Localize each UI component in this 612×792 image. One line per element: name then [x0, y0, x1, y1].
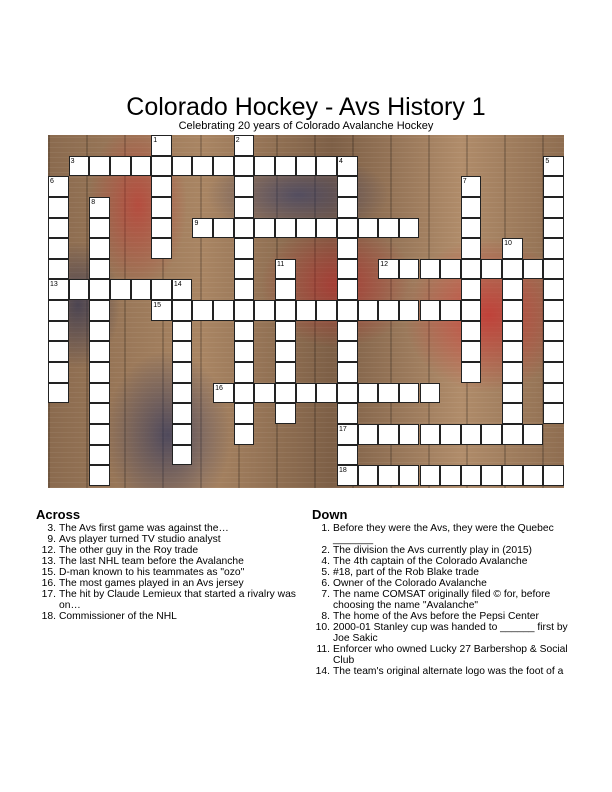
clue-label-number: 8. [321, 611, 330, 622]
clue-label-number: 17. [41, 589, 56, 600]
grid-cell[interactable] [316, 300, 337, 321]
across-clue [38, 556, 300, 567]
grid-cell[interactable] [234, 424, 255, 445]
grid-cell[interactable] [543, 279, 564, 300]
grid-cell[interactable] [399, 383, 420, 404]
grid-cell[interactable] [461, 197, 482, 218]
grid-cell[interactable] [89, 445, 110, 466]
grid-cell[interactable] [523, 424, 544, 445]
grid-cell[interactable] [337, 341, 358, 362]
grid-cell[interactable] [337, 403, 358, 424]
grid-cell[interactable] [399, 300, 420, 321]
down-clue-list [312, 523, 577, 677]
grid-cell[interactable] [502, 424, 523, 445]
clue-label-number: 2. [321, 545, 330, 556]
grid-cell[interactable] [89, 403, 110, 424]
grid-cell[interactable] [110, 279, 131, 300]
grid-cell[interactable] [275, 403, 296, 424]
clue-number: 7 [462, 178, 467, 186]
clue-label-number: 1. [321, 523, 330, 534]
clue-number: 14 [173, 281, 182, 289]
grid-cell[interactable] [337, 176, 358, 197]
grid-cell[interactable] [378, 300, 399, 321]
grid-cell[interactable] [502, 341, 523, 362]
clue-label-number: 9. [47, 534, 56, 545]
down-clue [312, 567, 577, 578]
grid-cell[interactable] [543, 300, 564, 321]
grid-cell[interactable] [89, 218, 110, 239]
down-clue [312, 622, 577, 644]
clue-number: 11 [277, 260, 285, 268]
down-clue [312, 545, 577, 556]
grid-cell[interactable] [523, 259, 544, 280]
down-clue [312, 556, 577, 567]
clue-label-number: 10. [315, 622, 330, 633]
grid-cell[interactable] [337, 238, 358, 259]
clue-text: The home of the Avs before the Pepsi Center [333, 611, 539, 622]
grid-cell[interactable] [69, 279, 90, 300]
grid-cell[interactable] [234, 362, 255, 383]
clue-text: Enforcer who owned Lucky 27 Barbershop & Social Club [333, 644, 568, 666]
grid-cell[interactable] [461, 341, 482, 362]
grid-cell[interactable] [337, 300, 358, 321]
grid-cell[interactable] [151, 279, 172, 300]
grid-cell[interactable] [151, 197, 172, 218]
grid-cell[interactable] [420, 383, 441, 404]
clue-number: 13 [50, 281, 58, 289]
clue-text: Owner of the Colorado Avalanche [333, 578, 487, 589]
grid-cell[interactable] [48, 321, 69, 342]
grid-cell[interactable] [502, 465, 523, 486]
clue-text: The last NHL team before the Avalanche [59, 556, 244, 567]
clue-label-number: 6. [321, 578, 330, 589]
grid-cell[interactable] [48, 300, 69, 321]
crossword-grid [48, 135, 564, 488]
grid-cell[interactable] [48, 383, 69, 404]
grid-cell[interactable] [358, 465, 379, 486]
across-clue [38, 523, 300, 534]
grid-cell[interactable] [337, 445, 358, 466]
clue-text: The most games played in an Avs jersey [59, 578, 244, 589]
grid-cell[interactable] [523, 465, 544, 486]
down-clue [312, 589, 577, 611]
grid-cell[interactable] [234, 300, 255, 321]
grid-cell[interactable] [275, 321, 296, 342]
grid-cell[interactable] [192, 300, 213, 321]
clue-text: The Avs first game was against the… [59, 523, 229, 534]
across-clue [38, 578, 300, 589]
grid-cell[interactable] [234, 321, 255, 342]
across-clue [38, 567, 300, 578]
grid-cell[interactable] [234, 176, 255, 197]
grid-cell[interactable] [481, 465, 502, 486]
grid-cell[interactable] [172, 300, 193, 321]
grid-cell[interactable] [543, 321, 564, 342]
grid-cell[interactable] [543, 403, 564, 424]
across-clue [38, 545, 300, 556]
grid-cell[interactable] [337, 218, 358, 239]
clue-label-number: 11. [316, 644, 330, 655]
clue-label-number: 5. [321, 567, 330, 578]
grid-cell[interactable] [234, 259, 255, 280]
grid-cell[interactable] [502, 403, 523, 424]
across-clue [38, 534, 300, 545]
grid-cell[interactable] [48, 197, 69, 218]
clue-label-number: 18. [41, 611, 56, 622]
grid-cell[interactable] [461, 362, 482, 383]
grid-cell[interactable] [296, 218, 317, 239]
grid-cell[interactable] [358, 383, 379, 404]
grid-cell[interactable] [151, 218, 172, 239]
grid-cell[interactable] [378, 218, 399, 239]
grid-cell[interactable] [420, 259, 441, 280]
grid-cell[interactable] [420, 424, 441, 445]
grid-cell[interactable] [89, 424, 110, 445]
grid-cell[interactable] [254, 300, 275, 321]
grid-cell[interactable] [420, 300, 441, 321]
grid-cell[interactable] [481, 424, 502, 445]
clue-number: 4 [338, 157, 343, 165]
grid-cell[interactable] [461, 465, 482, 486]
grid-cell[interactable] [110, 156, 131, 177]
clue-number: 5 [545, 157, 550, 165]
grid-cell[interactable] [234, 156, 255, 177]
grid-cell[interactable] [440, 424, 461, 445]
across-clue [38, 589, 300, 611]
grid-cell[interactable] [172, 156, 193, 177]
grid-cell[interactable] [481, 259, 502, 280]
clue-text: The 4th captain of the Colorado Avalanche [333, 556, 528, 567]
grid-cell[interactable] [378, 383, 399, 404]
clue-number: 15 [153, 302, 161, 310]
grid-cell[interactable] [461, 218, 482, 239]
clue-text: Commissioner of the NHL [59, 611, 177, 622]
grid-cell[interactable] [543, 341, 564, 362]
grid-cell[interactable] [48, 341, 69, 362]
grid-cell[interactable] [440, 259, 461, 280]
grid-cell[interactable] [89, 465, 110, 486]
grid-cell[interactable] [213, 156, 234, 177]
grid-cell[interactable] [151, 238, 172, 259]
grid-cell[interactable] [358, 218, 379, 239]
grid-cell[interactable] [172, 424, 193, 445]
grid-cell[interactable] [89, 279, 110, 300]
grid-cell[interactable] [543, 362, 564, 383]
grid-cell[interactable] [213, 300, 234, 321]
grid-cell[interactable] [48, 238, 69, 259]
grid-cell[interactable] [461, 300, 482, 321]
clue-label-number: 12. [41, 545, 56, 556]
grid-cell[interactable] [378, 465, 399, 486]
grid-cell[interactable] [131, 279, 152, 300]
grid-cell[interactable] [316, 218, 337, 239]
grid-cell[interactable] [254, 218, 275, 239]
grid-cell[interactable] [172, 321, 193, 342]
clue-text: D-man known to his teammates as "ozo" [59, 567, 245, 578]
clue-text: The division the Avs currently play in (2015) [333, 545, 532, 556]
grid-cell[interactable] [378, 424, 399, 445]
clue-number: 9 [194, 219, 199, 227]
grid-cell[interactable] [275, 300, 296, 321]
clue-number: 12 [380, 260, 389, 268]
grid-cell[interactable] [48, 362, 69, 383]
clue-label-number: 14. [315, 666, 330, 677]
grid-cell[interactable] [543, 238, 564, 259]
grid-cell[interactable] [502, 383, 523, 404]
clue-text: Avs player turned TV studio analyst [59, 534, 221, 545]
grid-cell[interactable] [337, 383, 358, 404]
grid-cell[interactable] [543, 218, 564, 239]
grid-cell[interactable] [275, 341, 296, 362]
grid-cell[interactable] [234, 341, 255, 362]
grid-cell[interactable] [275, 383, 296, 404]
across-clue [38, 611, 300, 622]
grid-cell[interactable] [89, 362, 110, 383]
grid-cell[interactable] [234, 279, 255, 300]
down-clue [312, 666, 577, 677]
grid-cell[interactable] [399, 424, 420, 445]
grid-cell[interactable] [543, 383, 564, 404]
grid-cell[interactable] [172, 403, 193, 424]
clue-text: The hit by Claude Lemieux that started a rivalry was on… [59, 589, 296, 611]
across-heading: Across [36, 507, 81, 522]
grid-cell[interactable] [275, 156, 296, 177]
grid-cell[interactable] [461, 259, 482, 280]
clue-text: 2000-01 Stanley cup was handed to ______ first by Joe Sakic [333, 622, 568, 644]
clue-number: 10 [504, 240, 512, 248]
grid-cell[interactable] [254, 156, 275, 177]
grid-cell[interactable] [316, 156, 337, 177]
grid-cell[interactable] [461, 238, 482, 259]
clue-text: The team's original alternate logo was the foot of a [333, 666, 564, 677]
clue-text: #18, part of the Rob Blake trade [333, 567, 479, 578]
grid-cell[interactable] [89, 383, 110, 404]
down-clue [312, 578, 577, 589]
clue-number: 17 [338, 425, 347, 433]
grid-cell[interactable] [502, 321, 523, 342]
grid-cell[interactable] [543, 176, 564, 197]
grid-cell[interactable] [48, 218, 69, 239]
grid-cell[interactable] [399, 218, 420, 239]
grid-cell[interactable] [213, 218, 234, 239]
grid-cell[interactable] [172, 383, 193, 404]
grid-cell[interactable] [337, 197, 358, 218]
grid-cell[interactable] [399, 259, 420, 280]
grid-cell[interactable] [275, 279, 296, 300]
grid-cell[interactable] [234, 218, 255, 239]
puzzle-subtitle: Celebrating 20 years of Colorado Avalanche Hockey [178, 120, 434, 132]
grid-cell[interactable] [234, 197, 255, 218]
clue-text: The name COMSAT originally filed © for, before choosing the name "Avalanche" [333, 589, 551, 611]
clue-number: 8 [91, 198, 96, 206]
clue-text: The other guy in the Roy trade [59, 545, 199, 556]
grid-cell[interactable] [502, 300, 523, 321]
grid-cell[interactable] [89, 300, 110, 321]
puzzle-title: Colorado Hockey - Avs History 1 [126, 93, 486, 121]
clue-label-number: 16. [41, 578, 56, 589]
across-clue-list [38, 523, 300, 622]
grid-cell[interactable] [337, 362, 358, 383]
grid-cell[interactable] [440, 300, 461, 321]
grid-cell[interactable] [151, 176, 172, 197]
grid-cell[interactable] [420, 465, 441, 486]
grid-cell[interactable] [543, 259, 564, 280]
grid-cell[interactable] [89, 238, 110, 259]
clue-number: 18 [338, 467, 347, 475]
grid-cell[interactable] [461, 321, 482, 342]
grid-cell[interactable] [89, 259, 110, 280]
grid-cell[interactable] [440, 465, 461, 486]
clue-label-number: 7. [321, 589, 330, 600]
grid-cell[interactable] [502, 259, 523, 280]
clue-label-number: 3. [47, 523, 56, 534]
grid-cell[interactable] [296, 156, 317, 177]
grid-cell[interactable] [275, 218, 296, 239]
clue-number: 1 [153, 137, 158, 144]
down-clue [312, 523, 577, 545]
grid-cell[interactable] [89, 341, 110, 362]
grid-cell[interactable] [358, 424, 379, 445]
grid-cell[interactable] [337, 279, 358, 300]
grid-cell[interactable] [172, 445, 193, 466]
grid-cell[interactable] [337, 321, 358, 342]
down-heading: Down [312, 507, 348, 522]
clue-number: 6 [50, 178, 54, 186]
down-clue [312, 611, 577, 622]
clue-number: 16 [215, 384, 223, 392]
clue-number: 3 [70, 157, 75, 165]
grid-cell[interactable] [172, 341, 193, 362]
clue-text: Before they were the Avs, they were the Quebec _______ [333, 523, 554, 545]
grid-cell[interactable] [399, 465, 420, 486]
grid-cell[interactable] [234, 403, 255, 424]
down-clue [312, 644, 577, 666]
grid-cell[interactable] [89, 321, 110, 342]
grid-cell[interactable] [254, 383, 275, 404]
grid-cell[interactable] [337, 259, 358, 280]
grid-cell[interactable] [151, 156, 172, 177]
grid-cell[interactable] [461, 279, 482, 300]
grid-cell[interactable] [296, 300, 317, 321]
grid-cell[interactable] [48, 259, 69, 280]
grid-cell[interactable] [502, 362, 523, 383]
grid-cell[interactable] [275, 362, 296, 383]
grid-cell[interactable] [358, 300, 379, 321]
clue-label-number: 4. [321, 556, 330, 567]
grid-cell[interactable] [461, 424, 482, 445]
grid-cell[interactable] [172, 362, 193, 383]
grid-cell[interactable] [543, 197, 564, 218]
grid-cell[interactable] [89, 156, 110, 177]
grid-cell[interactable] [502, 279, 523, 300]
grid-cell[interactable] [543, 465, 564, 486]
clue-number: 2 [235, 137, 240, 144]
grid-cell[interactable] [234, 383, 255, 404]
clue-label-number: 15. [41, 567, 56, 578]
grid-cell[interactable] [192, 156, 213, 177]
grid-cell[interactable] [131, 156, 152, 177]
clue-label-number: 13. [41, 556, 56, 567]
grid-cell[interactable] [234, 238, 255, 259]
grid-cell[interactable] [316, 383, 337, 404]
grid-cell[interactable] [296, 383, 317, 404]
